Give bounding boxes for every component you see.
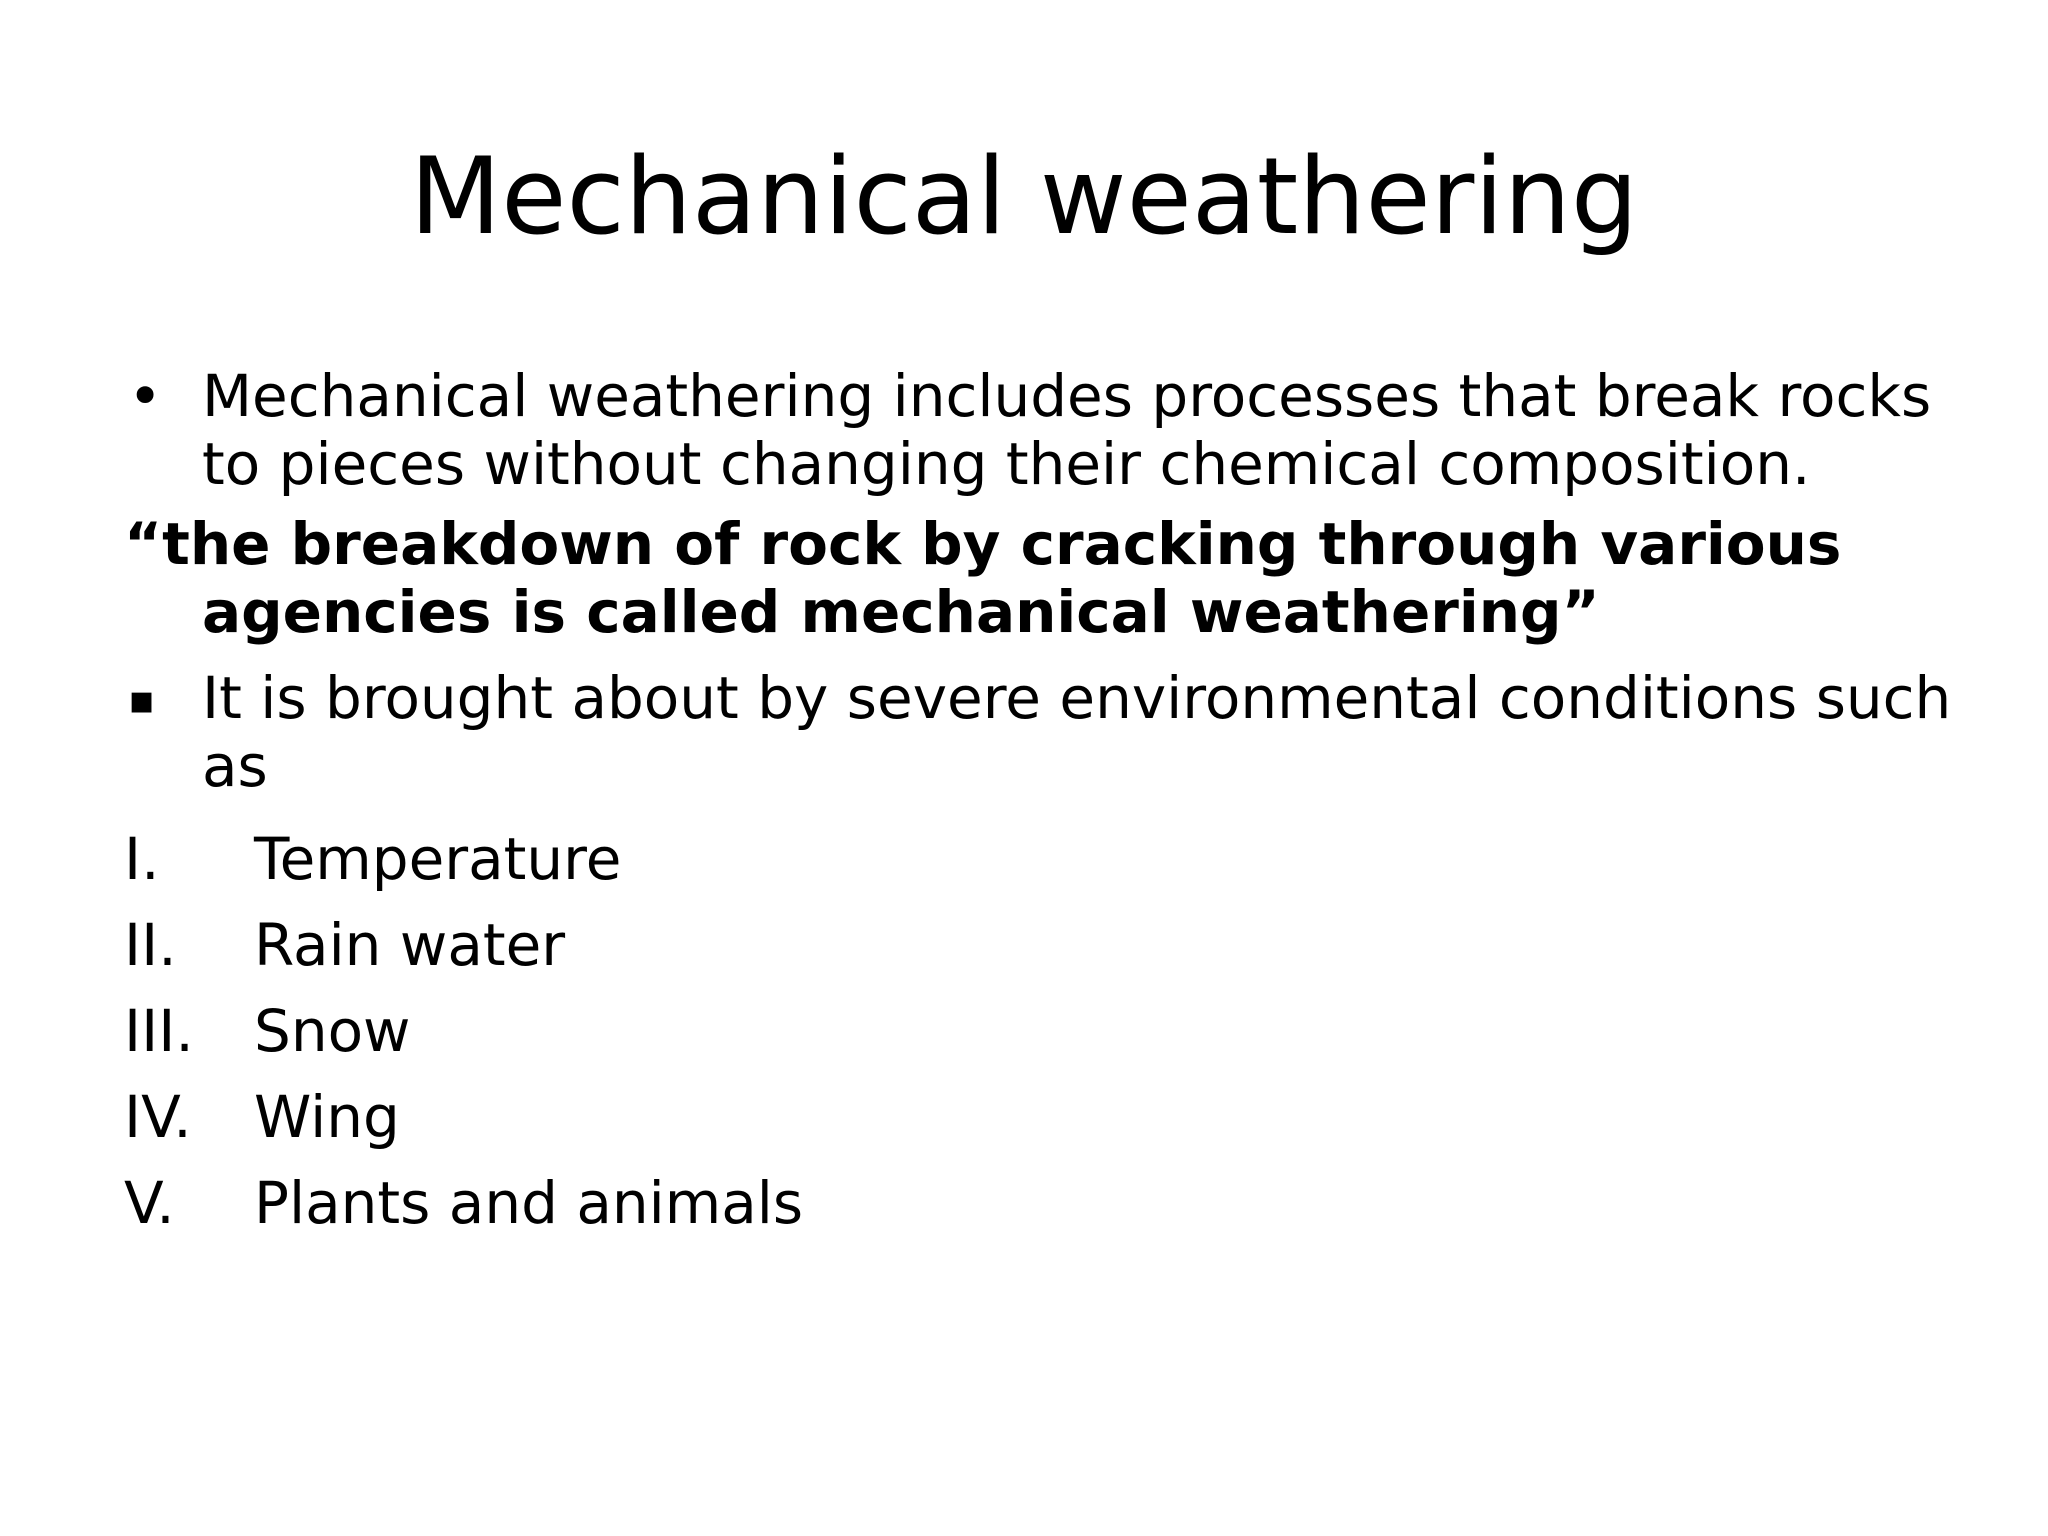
list-item	[124, 988, 1964, 1074]
list-item-text: Rain water	[254, 911, 566, 979]
definition-quote: “the breakdown of rock by cracking through various agencies is called mechanical weathering”	[124, 510, 1842, 646]
slide-title: Mechanical weathering	[409, 135, 1639, 258]
list-item-text: Plants and animals	[254, 1169, 804, 1237]
bullet-paragraph	[124, 362, 1964, 498]
list-numeral: I.	[124, 825, 160, 893]
list-item	[124, 816, 1964, 902]
list-item-text: Temperature	[254, 825, 622, 893]
list-numeral: V.	[124, 1169, 175, 1237]
slide-body	[124, 362, 1964, 1246]
list-numeral: IV.	[124, 1083, 192, 1151]
bullet-text: It is brought about by severe environmental conditions such as	[202, 664, 1952, 800]
bullet-square-icon: ▪	[128, 677, 156, 723]
list-item-text: Snow	[254, 997, 411, 1065]
list-item	[124, 1074, 1964, 1160]
list-item	[124, 1160, 1964, 1246]
list-numeral: III.	[124, 997, 194, 1065]
bullet-paragraph	[124, 664, 1964, 800]
list-item	[124, 902, 1964, 988]
conditions-list	[124, 816, 1964, 1246]
list-item-text: Wing	[254, 1083, 400, 1151]
list-numeral: II.	[124, 911, 177, 979]
bullet-dot-icon: •	[128, 362, 163, 430]
bullet-text: Mechanical weathering includes processes that break rocks to pieces without changing their chemical composition.	[202, 362, 1932, 498]
